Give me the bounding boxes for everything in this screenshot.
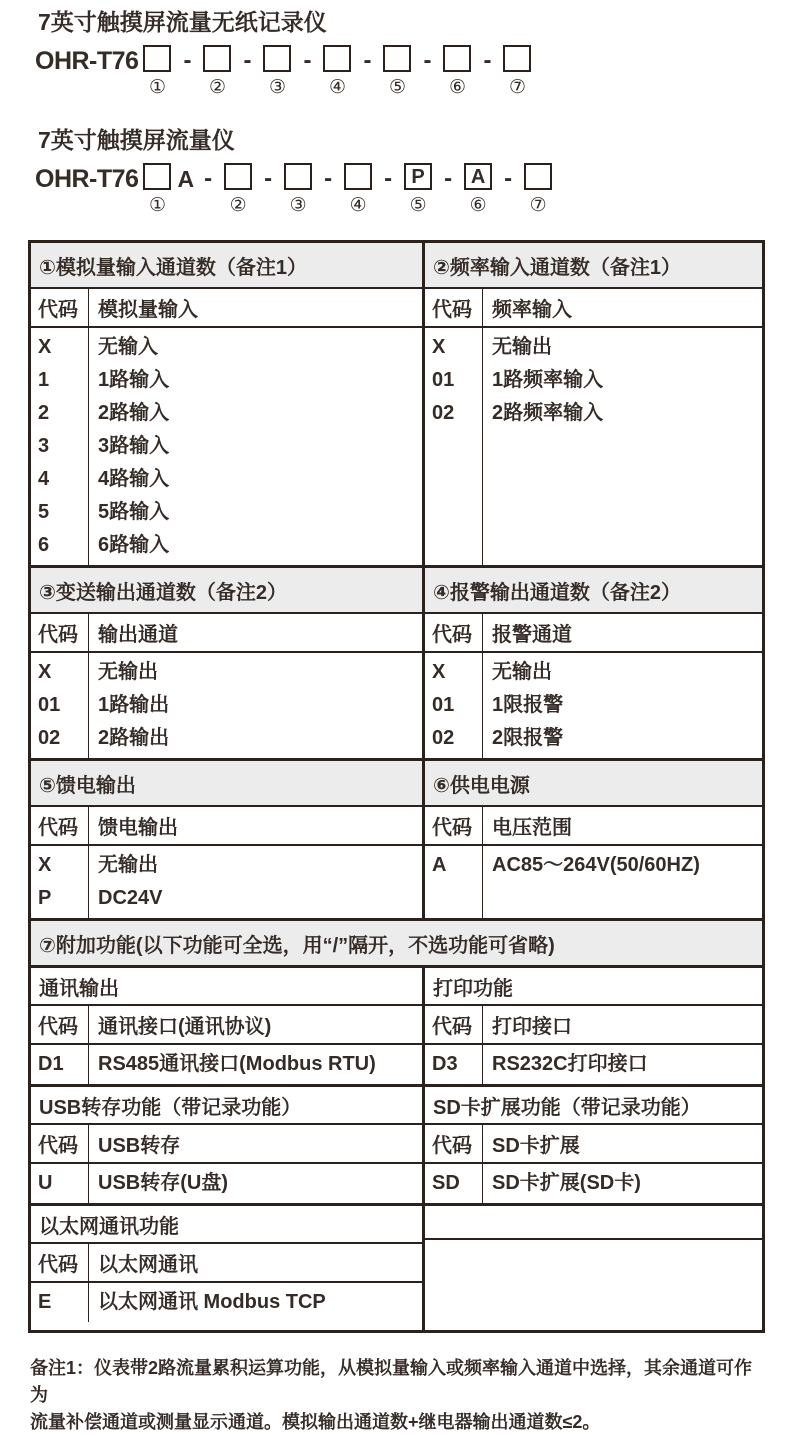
code-cell: 01 <box>432 694 455 716</box>
desc-cell: RS485通讯接口(Modbus RTU) <box>98 1053 376 1075</box>
dash-separator: - <box>504 165 513 192</box>
desc-column-header: 报警通道 <box>492 624 572 646</box>
section-1-title: ①模拟量输入通道数（备注1） <box>31 243 422 289</box>
model-box <box>443 45 471 72</box>
circled-number: ⑦ <box>529 194 547 216</box>
code-column-header: 代码 <box>31 1244 89 1281</box>
section-6-rows <box>425 846 762 918</box>
column-header-row <box>31 289 422 328</box>
code-column-header: 代码 <box>31 1125 89 1162</box>
circled-number: ④ <box>328 76 346 98</box>
model-box <box>524 163 552 190</box>
model-slot-7 <box>524 163 552 216</box>
model-box <box>323 45 351 72</box>
sd-subsection-title: SD卡扩展功能（带记录功能） <box>425 1087 762 1125</box>
model-diagram-recorder <box>35 45 790 98</box>
desc-cell: 1路频率输入 <box>492 369 604 391</box>
desc-cell: USB转存(U盘) <box>98 1172 228 1194</box>
section-5-rows <box>31 846 422 918</box>
empty-cell <box>425 1240 762 1330</box>
model-diagram-flowmeter <box>35 163 790 216</box>
footnote-line-1: 备注1：仪表带2路流量累积运算功能，从模拟量输入或频率输入通道中选择，其余通道可作为 <box>30 1358 753 1405</box>
dash-separator: - <box>243 47 252 74</box>
model-box <box>284 163 312 190</box>
code-column-header: 代码 <box>31 614 89 651</box>
desc-cell: RS232C打印接口 <box>492 1053 648 1075</box>
section-4-rows <box>425 653 762 758</box>
footnote-line-2: 流量补偿通道或测量显示通道。模拟输出通道数+继电器输出通道数≤2。 <box>30 1412 601 1432</box>
code-column-header: 代码 <box>425 1125 483 1162</box>
circled-number: ② <box>208 76 226 98</box>
section-2-title: ②频率输入通道数（备注1） <box>425 243 762 289</box>
model-box <box>224 163 252 190</box>
desc-cell: 2路频率输入 <box>492 402 604 424</box>
model-slot-2 <box>203 45 231 98</box>
section-7-title: ⑦附加功能(以下功能可全选，用“/”隔开，不选功能可省略) <box>31 921 762 965</box>
model-slot-6 <box>443 45 471 98</box>
selection-table <box>28 240 765 1333</box>
band-power-supply <box>31 761 762 921</box>
circled-number: ④ <box>349 194 367 216</box>
band-transmit-alarm <box>31 568 762 761</box>
print-subsection-title: 打印功能 <box>425 968 762 1006</box>
dash-separator: - <box>324 165 333 192</box>
code-cell: 5 <box>38 501 50 523</box>
desc-cell: 5路输入 <box>98 501 170 523</box>
model-box: P <box>404 163 432 190</box>
model-box <box>143 45 171 72</box>
code-cell: E <box>38 1291 52 1313</box>
dash-separator: - <box>363 47 372 74</box>
desc-cell: 1限报警 <box>492 694 564 716</box>
circled-number: ③ <box>268 76 286 98</box>
code-column-header: 代码 <box>31 1006 89 1043</box>
desc-cell: 2路输入 <box>98 402 170 424</box>
section-2-rows <box>425 328 762 565</box>
circled-number: ① <box>148 194 166 216</box>
desc-cell: 2限报警 <box>492 727 564 749</box>
model-box <box>263 45 291 72</box>
column-header-row <box>31 1006 422 1045</box>
column-header-row <box>31 807 422 846</box>
column-header-row <box>425 289 762 328</box>
desc-column-header: 以太网通讯 <box>98 1254 198 1276</box>
section-6-title: ⑥供电电源 <box>425 761 762 807</box>
code-column-header: 代码 <box>31 289 89 326</box>
section-5-title: ⑤馈电输出 <box>31 761 422 807</box>
circled-number: ⑦ <box>508 76 526 98</box>
model-box <box>503 45 531 72</box>
code-cell: 6 <box>38 534 50 556</box>
model-box <box>383 45 411 72</box>
desc-column-header: 打印接口 <box>492 1016 572 1038</box>
code-cell: 02 <box>38 727 61 749</box>
code-cell: 3 <box>38 435 50 457</box>
circled-number: ⑤ <box>388 76 406 98</box>
model-slot-4 <box>344 163 372 216</box>
code-cell: 4 <box>38 468 50 490</box>
dash-separator: - <box>384 165 393 192</box>
usb-subsection-title: USB转存功能（带记录功能） <box>31 1087 422 1125</box>
model-box <box>203 45 231 72</box>
comm-subsection-title: 通讯输出 <box>31 968 422 1006</box>
model-slot-3 <box>263 45 291 98</box>
desc-column-header: 模拟量输入 <box>98 299 198 321</box>
comm-rows <box>31 1045 422 1084</box>
desc-column-header: 通讯接口(通讯协议) <box>98 1016 272 1038</box>
code-cell: X <box>432 661 446 683</box>
model-slot-6 <box>464 163 492 216</box>
section-4-title: ④报警输出通道数（备注2） <box>425 568 762 614</box>
desc-column-header: 频率输入 <box>492 299 572 321</box>
dash-separator: - <box>444 165 453 192</box>
dash-separator: - <box>303 47 312 74</box>
model-box <box>344 163 372 190</box>
model-slot-5 <box>404 163 432 216</box>
desc-column-header: 电压范围 <box>492 817 572 839</box>
empty-subsection-cell <box>425 1206 762 1240</box>
code-cell: 2 <box>38 402 50 424</box>
model-slot-7 <box>503 45 531 98</box>
model-slot-5 <box>383 45 411 98</box>
dash-separator: - <box>183 47 192 74</box>
column-header-row <box>425 614 762 653</box>
column-header-row <box>31 614 422 653</box>
desc-cell: DC24V <box>98 887 163 909</box>
code-cell: U <box>38 1172 53 1194</box>
page-title-recorder: 7英寸触摸屏流量无纸记录仪 <box>38 9 327 35</box>
code-column-header: 代码 <box>31 807 89 844</box>
code-column-header: 代码 <box>425 807 483 844</box>
band-ethernet <box>31 1206 762 1330</box>
model-slot-1 <box>143 163 171 216</box>
desc-cell: 1路输入 <box>98 369 170 391</box>
band-additional-functions-header <box>31 921 762 968</box>
column-header-row <box>425 1006 762 1045</box>
code-cell: X <box>432 336 446 358</box>
circled-number: ⑥ <box>448 76 466 98</box>
desc-cell: 无输出 <box>492 661 552 683</box>
desc-column-header: USB转存 <box>98 1135 181 1157</box>
print-rows <box>425 1045 762 1084</box>
band-analog-frequency <box>31 243 762 568</box>
column-header-row <box>31 1125 422 1164</box>
model-slot-3 <box>284 163 312 216</box>
dash-separator: - <box>483 47 492 74</box>
ethernet-subsection-title: 以太网通讯功能 <box>31 1206 422 1244</box>
ethernet-rows <box>31 1283 422 1330</box>
code-cell: X <box>38 661 52 683</box>
model-prefix: OHR-T76 <box>35 47 139 75</box>
desc-column-header: 输出通道 <box>98 624 178 646</box>
code-column-header: 代码 <box>425 289 483 326</box>
desc-cell: 无输出 <box>98 661 158 683</box>
desc-cell: SD卡扩展(SD卡) <box>492 1172 641 1194</box>
code-cell: X <box>38 336 52 358</box>
band-usb-sd <box>31 1087 762 1206</box>
desc-cell: AC85～264V(50/60HZ) <box>492 854 700 876</box>
circled-number: ② <box>229 194 247 216</box>
column-header-row <box>425 1125 762 1164</box>
model-slot-2 <box>224 163 252 216</box>
desc-column-header: SD卡扩展 <box>492 1135 580 1157</box>
code-cell: 01 <box>432 369 455 391</box>
circled-number: ① <box>148 76 166 98</box>
section-3-title: ③变送输出通道数（备注2） <box>31 568 422 614</box>
desc-cell: 无输出 <box>492 336 552 358</box>
section-1-rows <box>31 328 422 565</box>
dash-separator: - <box>264 165 273 192</box>
model-slot-4 <box>323 45 351 98</box>
column-header-row <box>425 807 762 846</box>
band-comm-print <box>31 968 762 1087</box>
desc-cell: 1路输出 <box>98 694 170 716</box>
desc-column-header: 馈电输出 <box>98 817 178 839</box>
usb-rows <box>31 1164 422 1203</box>
circled-number: ③ <box>289 194 307 216</box>
desc-cell: 2路输出 <box>98 727 170 749</box>
code-cell: 02 <box>432 727 455 749</box>
desc-cell: 3路输入 <box>98 435 170 457</box>
desc-cell: 以太网通讯 Modbus TCP <box>98 1291 326 1313</box>
circled-number: ⑤ <box>409 194 427 216</box>
code-cell: P <box>38 887 52 909</box>
code-cell: D1 <box>38 1053 64 1075</box>
circled-number: ⑥ <box>469 194 487 216</box>
model-box: A <box>464 163 492 190</box>
code-cell: 02 <box>432 402 455 424</box>
desc-cell: 无输出 <box>98 854 158 876</box>
section-3-rows <box>31 653 422 758</box>
model-slot-1 <box>143 45 171 98</box>
code-cell: SD <box>432 1172 460 1194</box>
model-prefix: OHR-T76 <box>35 165 139 193</box>
desc-cell: 6路输入 <box>98 534 170 556</box>
desc-cell: 无输入 <box>98 336 158 358</box>
code-cell: A <box>432 854 447 876</box>
code-cell: 1 <box>38 369 50 391</box>
model-box <box>143 163 171 190</box>
code-column-header: 代码 <box>425 1006 483 1043</box>
code-cell: D3 <box>432 1053 458 1075</box>
code-column-header: 代码 <box>425 614 483 651</box>
sd-rows <box>425 1164 762 1203</box>
dash-separator: - <box>204 165 213 192</box>
desc-cell: 4路输入 <box>98 468 170 490</box>
column-header-row <box>31 1244 422 1283</box>
fixed-letter-a: A <box>177 166 195 192</box>
page-title-flowmeter: 7英寸触摸屏流量仪 <box>38 127 235 153</box>
footnote <box>30 1355 765 1436</box>
code-cell: X <box>38 854 52 876</box>
dash-separator: - <box>423 47 432 74</box>
code-cell: 01 <box>38 694 61 716</box>
